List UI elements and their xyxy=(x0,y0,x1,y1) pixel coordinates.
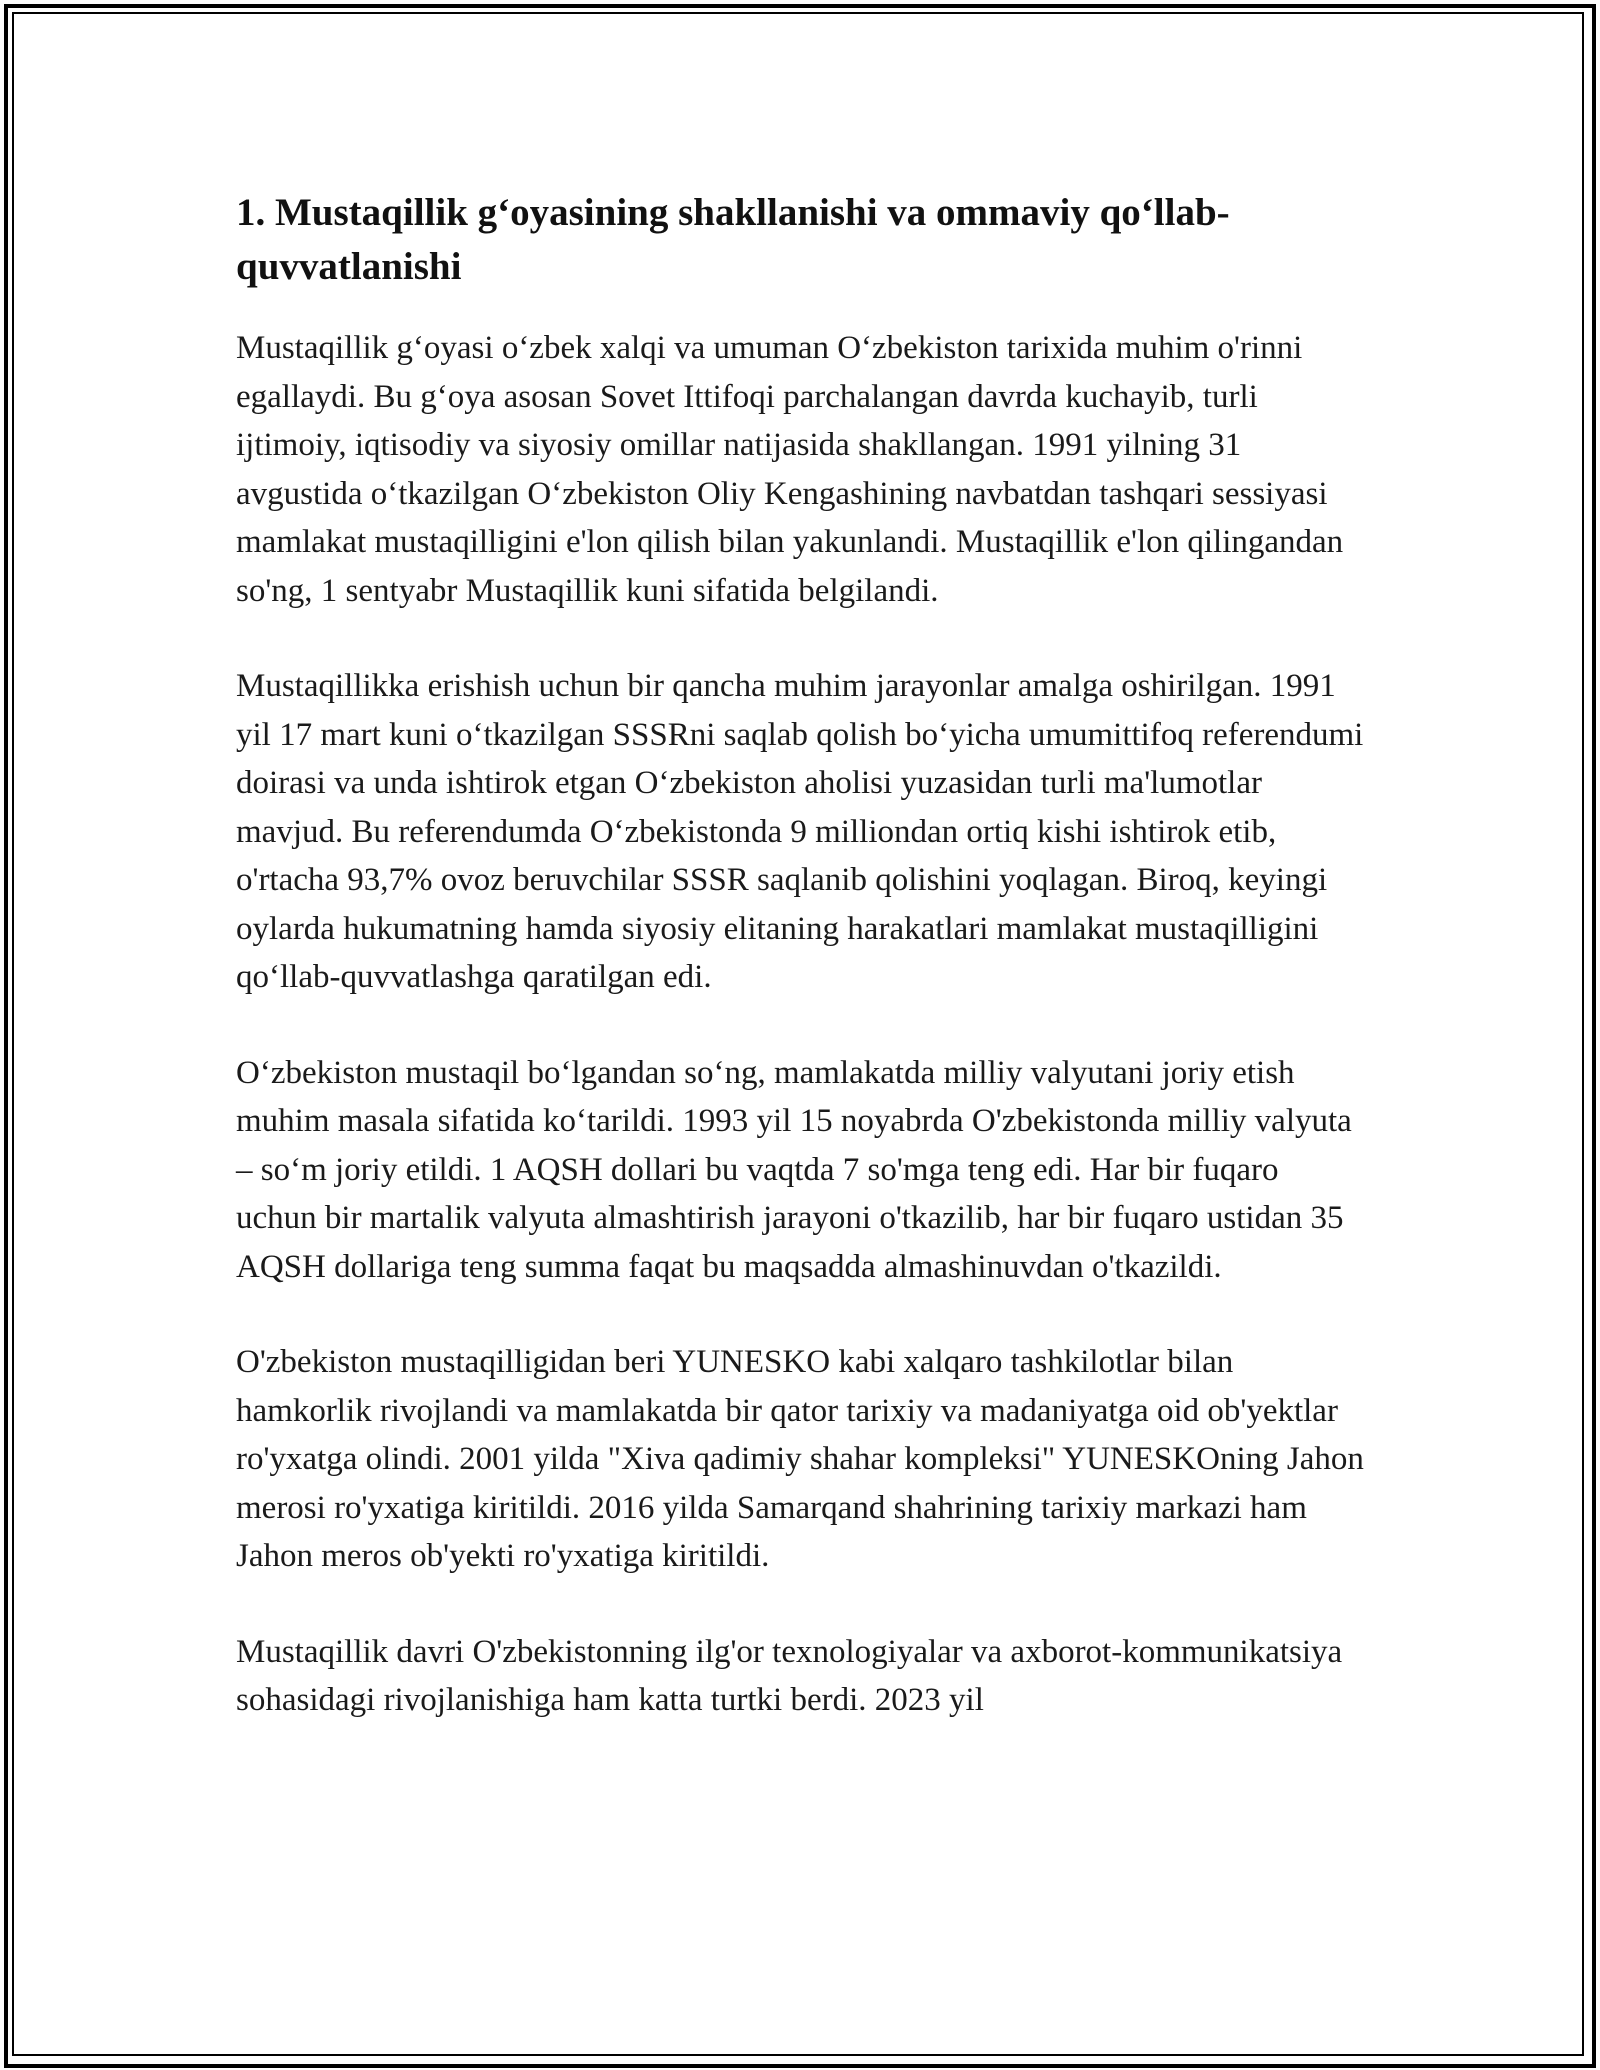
paragraph-2: Mustaqillikka erishish uchun bir qancha muhim jarayonlar amalga oshirilgan. 1991 yil 17 mart kuni o‘tkazilgan SSSRni saqlab qolish bo‘yicha umumittifoq referendumi doirasi va unda ishtirok etgan O‘zbekiston aholisi yuzasidan turli ma'lumotlar mavjud. Bu referendumda O‘zbekistonda 9 milliondan ortiq kishi ishtirok etib, o'rtacha 93,7% ovoz beruvchilar SSSR saqlanib qolishini yoqlagan. Biroq, keyingi oylarda hukumatning hamda siyosiy elitaning harakatlari mamlakat mustaqilligini qo‘llab-quvvatlashga qaratilgan edi. xyxy=(236,668,1364,995)
document-body xyxy=(236,186,1366,1772)
paragraph-3: O‘zbekiston mustaqil bo‘lgandan so‘ng, mamlakatda milliy valyutani joriy etish muhim masala sifatida ko‘tarildi. 1993 yil 15 noyabrda O'zbekistonda milliy valyuta – so‘m joriy etildi. 1 AQSH dollari bu vaqtda 7 so'mga teng edi. Har bir fuqaro uchun bir martalik valyuta almashtirish jarayoni o'tkazilib, har bir fuqaro ustidan 35 AQSH dollariga teng summa faqat bu maqsadda almashinuvdan o'tkazildi. xyxy=(236,1054,1352,1285)
paragraph-4: O'zbekiston mustaqilligidan beri YUNESKO kabi xalqaro tashkilotlar bilan hamkorlik rivojlandi va mamlakatda bir qator tarixiy va madaniyatga oid ob'yektlar ro'yxatga olindi. 2001 yilda "Xiva qadimiy shahar kompleksi" YUNESKOning Jahon merosi ro'yxatiga kiritildi. 2016 yilda Samarqand shahrining tarixiy markazi ham Jahon meros ob'yekti ro'yxatiga kiritildi. xyxy=(236,1344,1364,1574)
paragraph-1: Mustaqillik g‘oyasi o‘zbek xalqi va umuman O‘zbekiston tarixida muhim o'rinni egallaydi. Bu g‘oya asosan Sovet Ittifoqi parchalangan davrda kuchayib, turli ijtimoiy, iqtisodiy va siyosiy omillar natijasida shakllangan. 1991 yilning 31 avgustida o‘tkazilgan O‘zbekiston Oliy Kengashining navbatdan tashqari sessiyasi mamlakat mustaqilligini e'lon qilish bilan yakunlandi. Mustaqillik e'lon qilingandan so'ng, 1 sentyabr Mustaqillik kuni sifatida belgilandi. xyxy=(236,330,1344,609)
section-heading: 1. Mustaqillik g‘oyasining shakllanishi va ommaviy qo‘llab-quvvatlanishi xyxy=(236,191,1230,288)
paragraph-5: Mustaqillik davri O'zbekistonning ilg'or texnologiyalar va axborot-kommunikatsiya sohasidagi rivojlanishiga ham katta turtki berdi. 2023 yil xyxy=(236,1633,1343,1718)
